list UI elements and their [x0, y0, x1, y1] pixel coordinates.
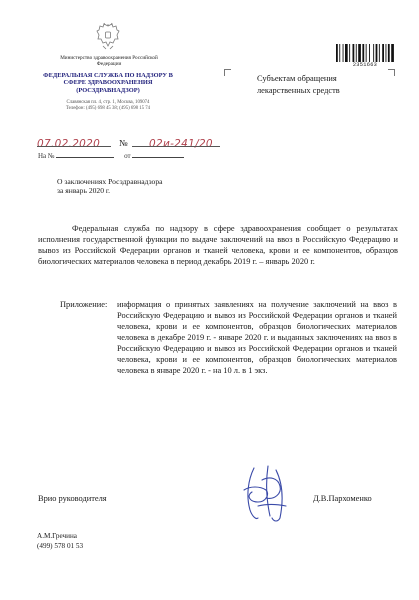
- registration-date: 07.02.2020: [37, 138, 101, 150]
- executor-name: А.М.Гречина: [37, 532, 77, 540]
- recipient-line: Субъектам обращения: [257, 74, 337, 83]
- executor-phone: (499) 578 01 53: [37, 541, 84, 550]
- barcode-bar: [376, 44, 378, 62]
- barcode-bar: [362, 44, 364, 62]
- registration-number: 02и-241/20: [149, 138, 213, 150]
- barcode-bar: [382, 44, 384, 62]
- signatory-name: Д.В.Пархоменко: [313, 494, 372, 503]
- barcode-bar: [345, 44, 348, 62]
- executor-info: [37, 532, 83, 552]
- barcode-bar: [369, 44, 370, 62]
- barcode-icon: [336, 44, 394, 62]
- na-field: [56, 157, 114, 158]
- recipient-corner-right: [388, 69, 395, 76]
- barcode-bar: [379, 44, 380, 62]
- barcode-bar: [349, 44, 350, 62]
- barcode-number: 2351663: [352, 62, 378, 68]
- subject-line: за январь 2020 г.: [57, 186, 111, 196]
- barcode-bar: [388, 44, 390, 62]
- address-line: Славянская пл. 4, стр. 1, Москва, 109074: [66, 100, 150, 105]
- ot-label: от: [124, 152, 131, 160]
- barcode-bar: [356, 44, 357, 62]
- ministry-name: Министерство здравоохранения Российской Федерации: [60, 55, 158, 68]
- ot-field: [132, 157, 184, 158]
- recipient-line: лекарственных средств: [257, 85, 340, 95]
- date-underline: [37, 146, 111, 147]
- subject-line: О заключениях Росздравнадзора: [57, 177, 163, 186]
- recipient: [257, 73, 340, 97]
- barcode-bar: [386, 44, 387, 62]
- body-paragraph: Федеральная служба по надзору в сфере здравоохранения сообщает о результатах исполнения государственной функции по выдаче заключений на ввоз в Российскую Федерацию и вывоз из Российской Федерации органов и тканей человека, крови и ее компонентов, образцов биологических материалов человека в период декабрь 2019 г. – январь 2020 г.: [38, 224, 398, 266]
- reference-row: [38, 152, 184, 160]
- coat-of-arms-icon: [95, 22, 121, 50]
- barcode-bar: [336, 44, 338, 62]
- barcode-bar: [339, 44, 340, 62]
- signatory-role: Врио руководителя: [38, 494, 107, 503]
- barcode-bar: [358, 44, 361, 62]
- recipient-corner-left: [224, 69, 231, 76]
- number-sign: №: [119, 138, 128, 148]
- barcode-bar: [366, 44, 367, 62]
- attachment-label: Приложение:: [60, 300, 108, 309]
- barcode-bar: [391, 44, 394, 62]
- agency-address: [40, 100, 176, 112]
- number-underline: [132, 146, 220, 147]
- letter-subject: [57, 177, 163, 196]
- agency-name: ФЕДЕРАЛЬНАЯ СЛУЖБА ПО НАДЗОРУ В СФЕРЕ ЗДРАВООХРАНЕНИЯ (РОСЗДРАВНАДЗОР): [43, 72, 173, 94]
- barcode-bar: [353, 44, 355, 62]
- attachment-text: информация о принятых заявлениях на получение заключений на ввоз в Российскую Федерацию и вывоз из Российской Федерации органов и тканей человека, крови и ее компонентов, образцов биологических материалов человека в декабре 2019 г. - январе 2020 г. и выданных заключениях на ввоз в Российскую Федерацию и вывоз из Российской Федерации органов и тканей человека, крови и ее компонентов, образцов биологических материалов человека в январе 2020 г. - на 10 л. в 1 экз.: [117, 300, 397, 375]
- barcode-bar: [343, 44, 344, 62]
- handwritten-signature: [232, 460, 302, 526]
- na-label: На №: [38, 152, 55, 160]
- barcode-bar: [373, 44, 374, 62]
- phone-line: Телефон: (495) 698 45 38; (495) 698 15 74: [65, 106, 151, 112]
